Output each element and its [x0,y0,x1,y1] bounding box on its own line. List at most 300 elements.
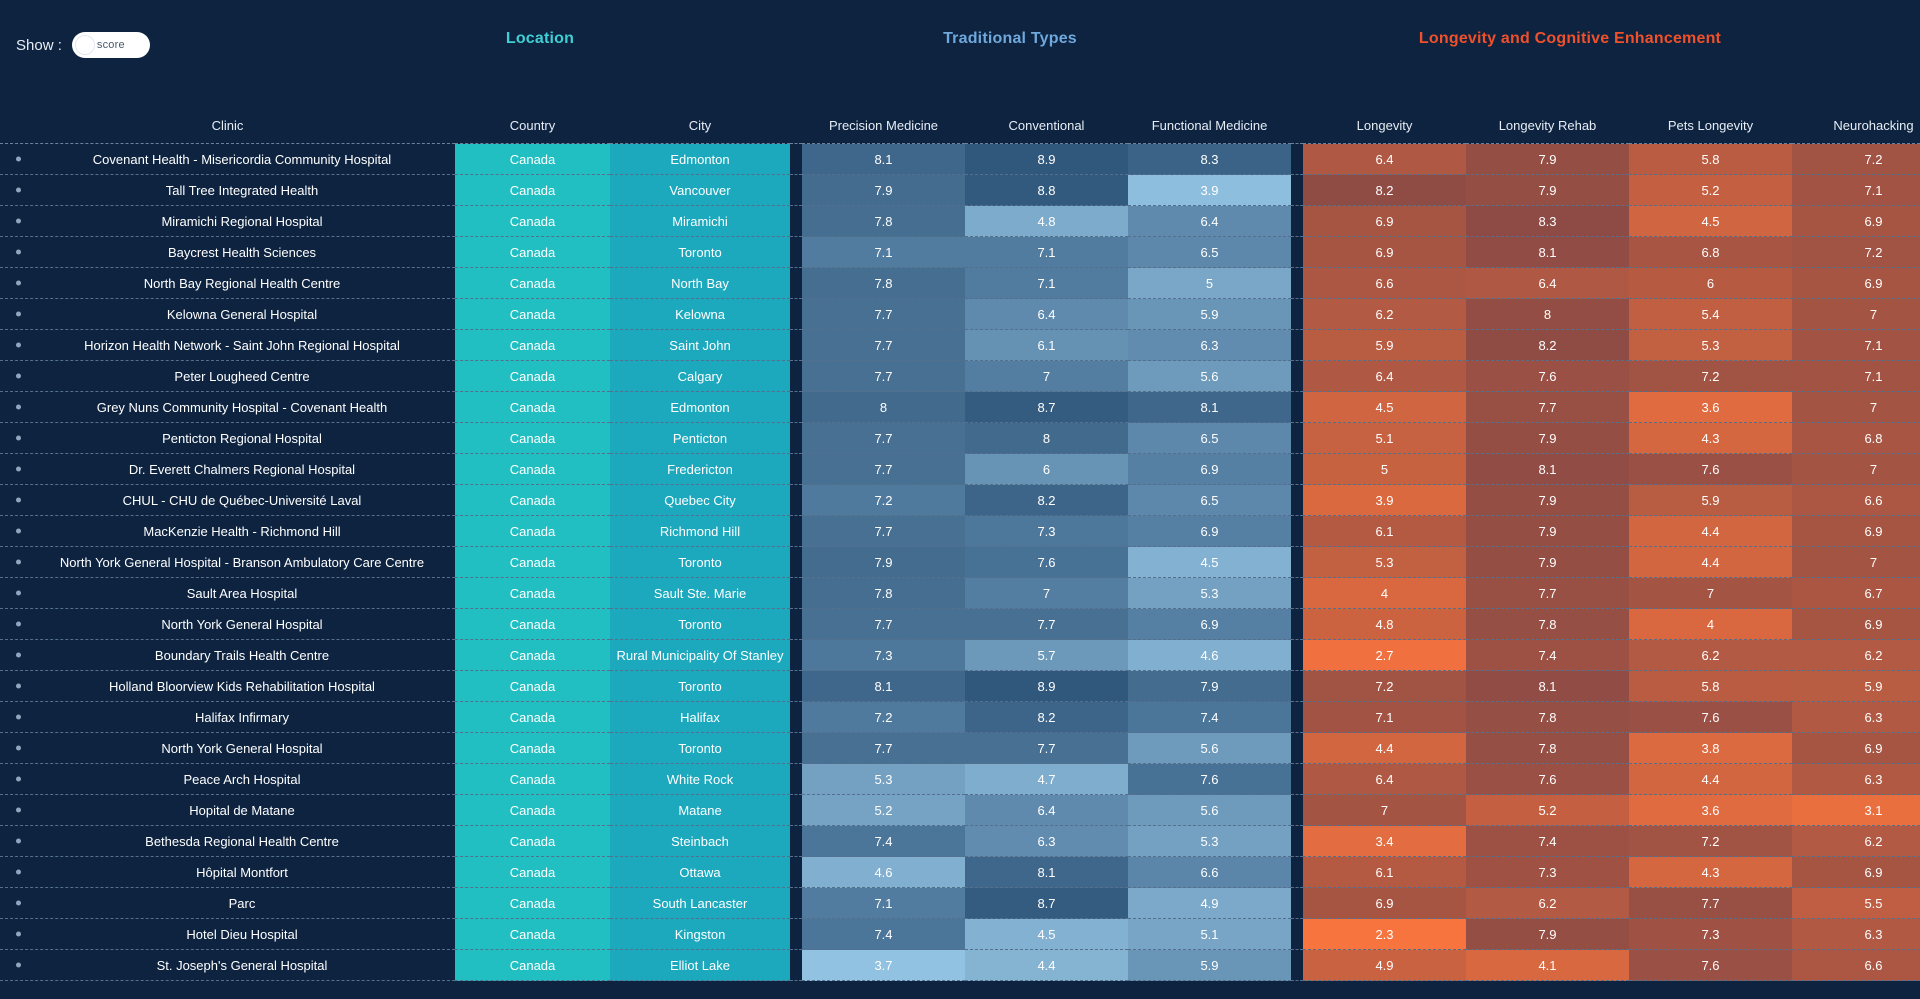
cell-functional-medicine: 5.3 [1128,826,1291,857]
cell-country: Canada [455,175,610,206]
column-spacer [1291,950,1303,981]
cell-city: Penticton [610,423,790,454]
cell-functional-medicine: 4.9 [1128,888,1291,919]
column-header-pets-longevity[interactable]: Pets Longevity [1629,118,1792,144]
cell-longevity: 2.7 [1303,640,1466,671]
cell-conventional: 7.6 [965,547,1128,578]
cell-precision-medicine: 7.2 [802,485,965,516]
table-row[interactable] [0,206,1920,237]
cell-precision-medicine: 7.7 [802,609,965,640]
cell-precision-medicine: 7.9 [802,175,965,206]
cell-functional-medicine: 6.9 [1128,454,1291,485]
column-spacer [1291,578,1303,609]
cell-functional-medicine: 6.9 [1128,516,1291,547]
cell-country: Canada [455,702,610,733]
cell-longevity-rehab: 4.1 [1466,950,1629,981]
table-row[interactable] [0,361,1920,392]
cell-pets-longevity: 4.4 [1629,764,1792,795]
group-header-longevity: Longevity and Cognitive Enhancement [1418,30,1722,47]
cell-pets-longevity: 7 [1629,578,1792,609]
cell-city: North Bay [610,268,790,299]
table-row[interactable] [0,950,1920,981]
cell-city: Edmonton [610,144,790,175]
cell-functional-medicine: 7.4 [1128,702,1291,733]
column-spacer [790,609,802,640]
row-bullet-icon [16,498,21,503]
heatmap-table-wrapper[interactable] [0,118,1920,999]
column-spacer [1291,857,1303,888]
cell-city: Toronto [610,547,790,578]
cell-clinic[interactable]: Baycrest Health Sciences [0,237,455,268]
cell-neurohacking: 7.2 [1792,144,1920,175]
row-bullet-icon [16,901,21,906]
cell-city: Kingston [610,919,790,950]
table-row[interactable] [0,671,1920,702]
table-row[interactable] [0,857,1920,888]
cell-neurohacking: 7.1 [1792,330,1920,361]
cell-conventional: 7.3 [965,516,1128,547]
cell-pets-longevity: 7.7 [1629,888,1792,919]
cell-country: Canada [455,857,610,888]
cell-pets-longevity: 7.3 [1629,919,1792,950]
table-row[interactable] [0,640,1920,671]
column-spacer [790,268,802,299]
cell-clinic[interactable]: Peter Lougheed Centre [0,361,455,392]
toolbar [0,0,1920,96]
cell-city: Edmonton [610,392,790,423]
table-row[interactable] [0,330,1920,361]
cell-neurohacking: 6.3 [1792,702,1920,733]
cell-pets-longevity: 3.6 [1629,392,1792,423]
cell-city: Richmond Hill [610,516,790,547]
row-bullet-icon [16,715,21,720]
cell-country: Canada [455,206,610,237]
cell-functional-medicine: 5.1 [1128,919,1291,950]
cell-precision-medicine: 7.7 [802,361,965,392]
row-bullet-icon [16,188,21,193]
cell-city: Miramichi [610,206,790,237]
column-spacer [1291,485,1303,516]
cell-precision-medicine: 7.7 [802,733,965,764]
column-header-city[interactable]: City [610,118,790,144]
cell-precision-medicine: 7.9 [802,547,965,578]
cell-precision-medicine: 5.3 [802,764,965,795]
cell-longevity-rehab: 7.9 [1466,516,1629,547]
table-row[interactable] [0,888,1920,919]
table-row[interactable] [0,423,1920,454]
cell-country: Canada [455,454,610,485]
column-spacer [1291,454,1303,485]
cell-precision-medicine: 7.7 [802,516,965,547]
cell-precision-medicine: 7.1 [802,888,965,919]
cell-conventional: 4.4 [965,950,1128,981]
row-bullet-icon [16,405,21,410]
cell-country: Canada [455,361,610,392]
cell-longevity: 7.2 [1303,671,1466,702]
cell-clinic[interactable]: Miramichi Regional Hospital [0,206,455,237]
cell-country: Canada [455,640,610,671]
cell-country: Canada [455,144,610,175]
cell-clinic[interactable]: North York General Hospital [0,609,455,640]
column-spacer [790,175,802,206]
column-header-clinic[interactable]: Clinic [0,118,455,144]
row-bullet-icon [16,374,21,379]
cell-pets-longevity: 3.6 [1629,795,1792,826]
cell-longevity: 6.9 [1303,206,1466,237]
cell-functional-medicine: 6.5 [1128,423,1291,454]
row-bullet-icon [16,436,21,441]
cell-functional-medicine: 5.3 [1128,578,1291,609]
cell-country: Canada [455,795,610,826]
column-spacer [790,888,802,919]
column-header-precision-medicine[interactable]: Precision Medicine [802,118,965,144]
cell-neurohacking: 5.9 [1792,671,1920,702]
column-spacer [790,764,802,795]
cell-country: Canada [455,609,610,640]
table-row[interactable] [0,733,1920,764]
cell-longevity: 5.1 [1303,423,1466,454]
cell-longevity: 7 [1303,795,1466,826]
cell-precision-medicine: 7.7 [802,330,965,361]
header-spacer-2 [1291,118,1303,144]
cell-functional-medicine: 8.1 [1128,392,1291,423]
cell-conventional: 6.1 [965,330,1128,361]
cell-clinic[interactable]: Halifax Infirmary [0,702,455,733]
cell-functional-medicine: 5 [1128,268,1291,299]
cell-neurohacking: 6.9 [1792,609,1920,640]
column-spacer [790,795,802,826]
cell-clinic[interactable]: Hotel Dieu Hospital [0,919,455,950]
cell-longevity: 6.9 [1303,237,1466,268]
table-row[interactable] [0,702,1920,733]
cell-longevity-rehab: 7.8 [1466,609,1629,640]
cell-precision-medicine: 8.1 [802,144,965,175]
column-spacer [790,671,802,702]
cell-pets-longevity: 4 [1629,609,1792,640]
cell-longevity: 6.4 [1303,764,1466,795]
table-row[interactable] [0,795,1920,826]
row-bullet-icon [16,281,21,286]
column-spacer [790,206,802,237]
cell-country: Canada [455,919,610,950]
cell-clinic[interactable]: North York General Hospital - Branson Ambulatory Care Centre [0,547,455,578]
column-spacer [1291,268,1303,299]
show-toggle-group[interactable] [16,32,150,58]
row-bullet-icon [16,622,21,627]
cell-pets-longevity: 4.4 [1629,516,1792,547]
table-row[interactable] [0,764,1920,795]
column-spacer [1291,299,1303,330]
column-spacer [790,702,802,733]
cell-longevity-rehab: 7.8 [1466,702,1629,733]
cell-city: Calgary [610,361,790,392]
cell-longevity-rehab: 8 [1466,299,1629,330]
cell-clinic[interactable]: Grey Nuns Community Hospital - Covenant Health [0,392,455,423]
cell-longevity: 2.3 [1303,919,1466,950]
column-spacer [790,950,802,981]
score-toggle[interactable] [72,32,150,58]
show-label: Show : [16,36,62,54]
cell-country: Canada [455,671,610,702]
cell-functional-medicine: 5.6 [1128,795,1291,826]
cell-clinic[interactable]: Hôpital Montfort [0,857,455,888]
cell-neurohacking: 7 [1792,299,1920,330]
row-bullet-icon [16,839,21,844]
column-spacer [1291,423,1303,454]
cell-longevity-rehab: 5.2 [1466,795,1629,826]
cell-precision-medicine: 7.7 [802,454,965,485]
column-spacer [790,733,802,764]
cell-precision-medicine: 4.6 [802,857,965,888]
cell-longevity-rehab: 7.6 [1466,361,1629,392]
cell-conventional: 8.9 [965,671,1128,702]
table-row[interactable] [0,547,1920,578]
cell-neurohacking: 6.2 [1792,826,1920,857]
cell-conventional: 7.7 [965,733,1128,764]
toggle-knob [75,35,95,55]
row-bullet-icon [16,963,21,968]
table-row[interactable] [0,578,1920,609]
cell-clinic[interactable]: MacKenzie Health - Richmond Hill [0,516,455,547]
cell-longevity: 3.4 [1303,826,1466,857]
cell-conventional: 8.2 [965,485,1128,516]
cell-longevity-rehab: 8.3 [1466,206,1629,237]
cell-precision-medicine: 8.1 [802,671,965,702]
cell-longevity-rehab: 7.9 [1466,175,1629,206]
cell-pets-longevity: 6.2 [1629,640,1792,671]
table-row[interactable] [0,919,1920,950]
column-spacer [790,330,802,361]
cell-conventional: 8.7 [965,888,1128,919]
cell-country: Canada [455,950,610,981]
cell-pets-longevity: 5.2 [1629,175,1792,206]
cell-longevity-rehab: 7.9 [1466,919,1629,950]
column-spacer [790,392,802,423]
cell-precision-medicine: 7.8 [802,206,965,237]
cell-neurohacking: 6.3 [1792,919,1920,950]
cell-pets-longevity: 7.2 [1629,361,1792,392]
table-row[interactable] [0,237,1920,268]
cell-clinic[interactable]: Holland Bloorview Kids Rehabilitation Hospital [0,671,455,702]
cell-clinic[interactable]: Kelowna General Hospital [0,299,455,330]
table-row[interactable] [0,454,1920,485]
cell-longevity-rehab: 6.2 [1466,888,1629,919]
cell-city: Quebec City [610,485,790,516]
cell-conventional: 7.1 [965,237,1128,268]
table-row[interactable] [0,516,1920,547]
cell-conventional: 8.8 [965,175,1128,206]
cell-precision-medicine: 5.2 [802,795,965,826]
cell-precision-medicine: 7.7 [802,299,965,330]
column-spacer [790,919,802,950]
cell-longevity-rehab: 8.1 [1466,671,1629,702]
row-bullet-icon [16,870,21,875]
cell-longevity-rehab: 8.1 [1466,237,1629,268]
cell-longevity: 4.5 [1303,392,1466,423]
cell-neurohacking: 6.3 [1792,764,1920,795]
cell-longevity-rehab: 7.9 [1466,485,1629,516]
cell-clinic[interactable]: Horizon Health Network - Saint John Regional Hospital [0,330,455,361]
cell-city: Toronto [610,671,790,702]
column-spacer [1291,361,1303,392]
row-bullet-icon [16,560,21,565]
cell-clinic[interactable]: CHUL - CHU de Québec-Université Laval [0,485,455,516]
cell-longevity-rehab: 7.9 [1466,423,1629,454]
cell-clinic[interactable]: Hopital de Matane [0,795,455,826]
column-header-longevity[interactable]: Longevity [1303,118,1466,144]
cell-longevity-rehab: 8.1 [1466,454,1629,485]
cell-pets-longevity: 5.4 [1629,299,1792,330]
table-row[interactable] [0,299,1920,330]
column-spacer [1291,237,1303,268]
cell-city: Steinbach [610,826,790,857]
cell-longevity-rehab: 7.3 [1466,857,1629,888]
cell-clinic[interactable]: Dr. Everett Chalmers Regional Hospital [0,454,455,485]
cell-functional-medicine: 5.9 [1128,950,1291,981]
column-spacer [1291,733,1303,764]
cell-longevity-rehab: 7.7 [1466,392,1629,423]
cell-clinic[interactable]: Boundary Trails Health Centre [0,640,455,671]
cell-longevity: 5.9 [1303,330,1466,361]
column-spacer [790,640,802,671]
cell-conventional: 7 [965,361,1128,392]
cell-longevity-rehab: 7.4 [1466,640,1629,671]
cell-conventional: 7.1 [965,268,1128,299]
row-bullet-icon [16,467,21,472]
cell-functional-medicine: 8.3 [1128,144,1291,175]
table-row[interactable] [0,144,1920,175]
cell-clinic[interactable]: Bethesda Regional Health Centre [0,826,455,857]
cell-neurohacking: 6.8 [1792,423,1920,454]
group-header-location: Location [505,30,575,47]
row-bullet-icon [16,653,21,658]
cell-conventional: 8.1 [965,857,1128,888]
column-spacer [790,516,802,547]
cell-pets-longevity: 5.3 [1629,330,1792,361]
cell-pets-longevity: 7.6 [1629,950,1792,981]
column-header-functional-medicine[interactable]: Functional Medicine [1128,118,1291,144]
cell-country: Canada [455,299,610,330]
cell-clinic[interactable]: North Bay Regional Health Centre [0,268,455,299]
row-bullet-icon [16,777,21,782]
cell-pets-longevity: 4.5 [1629,206,1792,237]
cell-functional-medicine: 6.5 [1128,237,1291,268]
cell-longevity-rehab: 7.7 [1466,578,1629,609]
cell-precision-medicine: 7.4 [802,919,965,950]
cell-clinic[interactable]: Parc [0,888,455,919]
cell-clinic[interactable]: Sault Area Hospital [0,578,455,609]
cell-longevity: 4.8 [1303,609,1466,640]
cell-clinic[interactable]: Peace Arch Hospital [0,764,455,795]
cell-neurohacking: 6.7 [1792,578,1920,609]
table-row[interactable] [0,609,1920,640]
cell-longevity: 6.1 [1303,857,1466,888]
cell-neurohacking: 5.5 [1792,888,1920,919]
row-bullet-icon [16,684,21,689]
column-spacer [1291,826,1303,857]
cell-conventional: 6.4 [965,299,1128,330]
cell-longevity: 6.2 [1303,299,1466,330]
cell-conventional: 6.4 [965,795,1128,826]
cell-city: Halifax [610,702,790,733]
cell-conventional: 4.8 [965,206,1128,237]
cell-longevity: 3.9 [1303,485,1466,516]
cell-city: Fredericton [610,454,790,485]
column-header-longevity-rehab[interactable]: Longevity Rehab [1466,118,1629,144]
cell-longevity: 8.2 [1303,175,1466,206]
cell-precision-medicine: 7.7 [802,423,965,454]
table-row[interactable] [0,485,1920,516]
cell-country: Canada [455,330,610,361]
column-spacer [790,361,802,392]
cell-city: Toronto [610,733,790,764]
cell-city: Matane [610,795,790,826]
column-spacer [790,578,802,609]
cell-clinic[interactable]: Tall Tree Integrated Health [0,175,455,206]
cell-city: Saint John [610,330,790,361]
cell-longevity-rehab: 7.9 [1466,547,1629,578]
cell-clinic[interactable]: St. Joseph's General Hospital [0,950,455,981]
cell-pets-longevity: 6 [1629,268,1792,299]
table-row[interactable] [0,268,1920,299]
cell-longevity: 4 [1303,578,1466,609]
column-header-neurohacking[interactable]: Neurohacking [1792,118,1920,144]
cell-precision-medicine: 7.3 [802,640,965,671]
column-spacer [790,144,802,175]
table-row[interactable] [0,175,1920,206]
cell-city: Vancouver [610,175,790,206]
table-row[interactable] [0,826,1920,857]
column-header-country[interactable]: Country [455,118,610,144]
column-spacer [1291,919,1303,950]
table-row[interactable] [0,392,1920,423]
cell-functional-medicine: 6.3 [1128,330,1291,361]
cell-neurohacking: 6.9 [1792,733,1920,764]
cell-longevity: 6.1 [1303,516,1466,547]
cell-neurohacking: 7 [1792,547,1920,578]
cell-pets-longevity: 4.3 [1629,857,1792,888]
column-spacer [1291,392,1303,423]
cell-clinic[interactable]: Penticton Regional Hospital [0,423,455,454]
cell-conventional: 8.2 [965,702,1128,733]
cell-neurohacking: 6.9 [1792,268,1920,299]
cell-pets-longevity: 4.4 [1629,547,1792,578]
cell-pets-longevity: 5.8 [1629,671,1792,702]
cell-clinic[interactable]: North York General Hospital [0,733,455,764]
column-spacer [1291,547,1303,578]
cell-functional-medicine: 4.5 [1128,547,1291,578]
cell-functional-medicine: 3.9 [1128,175,1291,206]
cell-city: Rural Municipality Of Stanley [610,640,790,671]
cell-longevity-rehab: 6.4 [1466,268,1629,299]
row-bullet-icon [16,343,21,348]
cell-country: Canada [455,423,610,454]
cell-longevity: 6.4 [1303,144,1466,175]
cell-clinic[interactable]: Covenant Health - Misericordia Community Hospital [0,144,455,175]
cell-functional-medicine: 5.6 [1128,361,1291,392]
cell-pets-longevity: 4.3 [1629,423,1792,454]
cell-country: Canada [455,516,610,547]
toggle-value: score [96,39,125,51]
cell-longevity: 4.9 [1303,950,1466,981]
column-spacer [1291,888,1303,919]
cell-pets-longevity: 7.6 [1629,454,1792,485]
cell-pets-longevity: 5.8 [1629,144,1792,175]
cell-country: Canada [455,485,610,516]
column-header-conventional[interactable]: Conventional [965,118,1128,144]
cell-pets-longevity: 3.8 [1629,733,1792,764]
cell-functional-medicine: 6.4 [1128,206,1291,237]
